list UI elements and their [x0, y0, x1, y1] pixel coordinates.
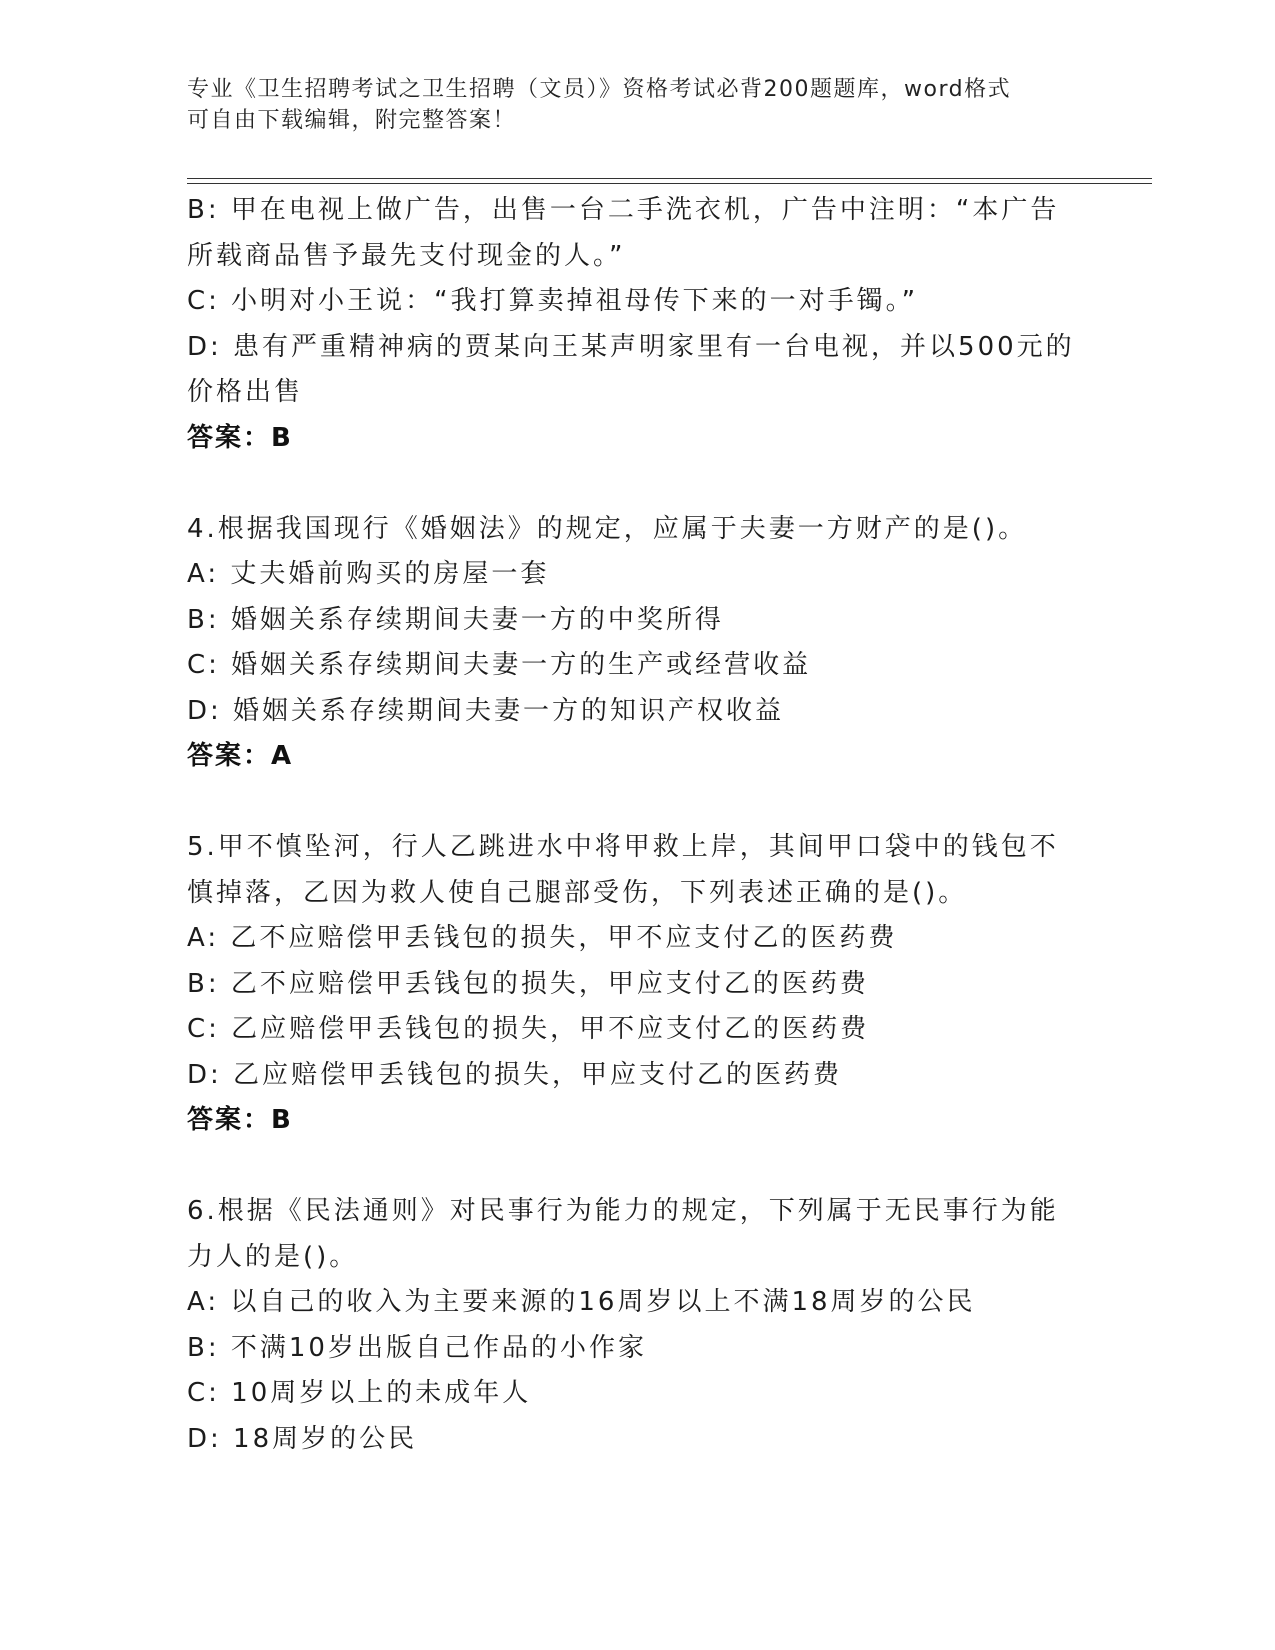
option-d: D: 18周岁的公民	[187, 1423, 418, 1454]
question-3-continuation	[187, 188, 1087, 461]
option-b: B: 乙不应赔偿甲丢钱包的损失，甲应支付乙的医药费	[187, 968, 869, 999]
page-header	[187, 74, 1087, 136]
question-stem: 5.甲不慎坠河，行人乙跳进水中将甲救上岸，其间甲口袋中的钱包不	[187, 832, 1059, 862]
question-6	[187, 1189, 1087, 1462]
answer-label: 答案：B	[187, 1105, 293, 1135]
header-divider-bottom	[187, 183, 1152, 184]
option-c: C: 小明对小王说：“我打算卖掉祖母传下来的一对手镯。”	[187, 286, 919, 316]
option-d: D: 乙应赔偿甲丢钱包的损失，甲应支付乙的医药费	[187, 1059, 843, 1090]
question-stem: 6.根据《民法通则》对民事行为能力的规定，下列属于无民事行为能	[187, 1196, 1059, 1226]
option-a: A: 以自己的收入为主要来源的16周岁以上不满18周岁的公民	[187, 1287, 976, 1317]
option-b: B: 甲在电视上做广告，出售一台二手洗衣机，广告中注明：“本广告	[187, 195, 1060, 225]
option-c: C: 10周岁以上的未成年人	[187, 1378, 532, 1408]
header-title-line-2: 可自由下载编辑，附完整答案！	[187, 108, 517, 133]
option-c: C: 乙应赔偿甲丢钱包的损失，甲不应支付乙的医药费	[187, 1014, 870, 1044]
question-stem-continued: 力人的是()。	[187, 1241, 359, 1272]
option-a: A: 丈夫婚前购买的房屋一套	[187, 559, 550, 589]
question-5	[187, 825, 1087, 1144]
answer-label: 答案：A	[187, 741, 294, 771]
header-title-line-1: 专业《卫生招聘考试之卫生招聘（文员）》资格考试必背200题题库，word格式	[187, 77, 1012, 102]
question-stem-continued: 慎掉落，乙因为救人使自己腿部受伤，下列表述正确的是()。	[187, 877, 968, 908]
question-gap	[187, 461, 1087, 507]
option-d-continued: 价格出售	[187, 377, 304, 407]
question-4	[187, 507, 1087, 780]
option-b-continued: 所载商品售予最先支付现金的人。”	[187, 240, 626, 271]
option-d: D: 患有严重精神病的贾某向王某声明家里有一台电视，并以500元的	[187, 331, 1075, 362]
answer-label: 答案：B	[187, 422, 293, 453]
question-gap	[187, 780, 1087, 826]
document-body	[187, 188, 1087, 1462]
option-b: B: 不满10岁出版自己作品的小作家	[187, 1332, 647, 1363]
question-gap	[187, 1144, 1087, 1190]
option-b: B: 婚姻关系存续期间夫妻一方的中奖所得	[187, 604, 724, 635]
option-d: D: 婚姻关系存续期间夫妻一方的知识产权收益	[187, 695, 785, 726]
header-divider-top	[187, 178, 1152, 179]
option-c: C: 婚姻关系存续期间夫妻一方的生产或经营收益	[187, 650, 812, 680]
option-a: A: 乙不应赔偿甲丢钱包的损失，甲不应支付乙的医药费	[187, 923, 898, 953]
question-stem: 4.根据我国现行《婚姻法》的规定，应属于夫妻一方财产的是()。	[187, 513, 1028, 544]
